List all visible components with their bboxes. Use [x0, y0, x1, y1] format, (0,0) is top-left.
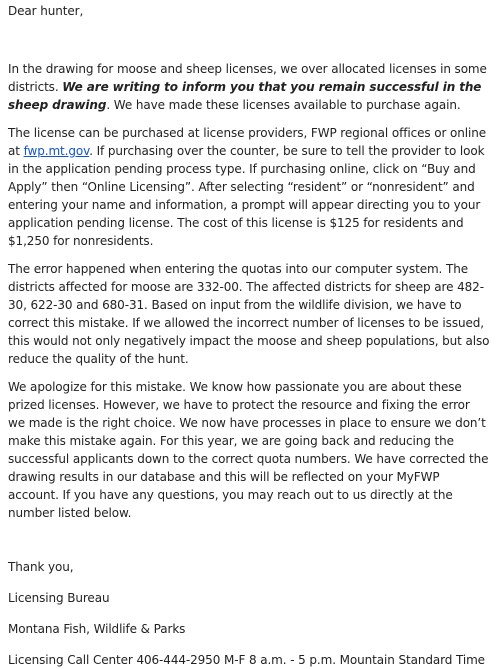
emphasis-text: We are writing to inform you that you remain successful in the sheep drawing — [8, 80, 482, 112]
paragraph-text: . We have made these licenses available to purchase again. — [106, 98, 461, 112]
paragraph-text: In the drawing for moose and sheep licenses, we over allocated licenses in some districts. — [8, 62, 487, 94]
greeting: Dear hunter, — [8, 4, 84, 18]
fwp-website-link[interactable]: fwp.mt.gov — [23, 144, 90, 158]
contact-line: Licensing Call Center 406-444-2950 M-F 8 a.m. - 5 p.m. Mountain Standard Time — [8, 653, 485, 667]
signoff: Thank you, — [8, 560, 74, 574]
agency-name: Montana Fish, Wildlife & Parks — [8, 622, 186, 636]
paragraph-purchase-info — [8, 124, 490, 250]
paragraph-drawing-notice — [8, 60, 490, 114]
paragraph-error-details: The error happened when entering the quotas into our computer system. The districts affected for moose are 332-00. The affected districts for sheep are 482-30, 622-30 and 680-31. Based on input from the wildlife division, we have to correct this mistake. If we allowed the incorrect number of licenses to be issued, this would not only negatively impact the moose and sheep populations, but also reduce the quality of the hunt. — [8, 262, 490, 366]
paragraph-text: . If purchasing over the counter, be sure to tell the provider to look in the application pending process type. If purchasing online, click on “Buy and Apply” then “Online Licensing”. After selecting “resident” or “nonresident” and entering your name and information, a prompt will appear directing you to your application pending license. The cost of this license is $125 for residents and $1,250 for nonresidents. — [8, 144, 485, 248]
paragraph-text: The license can be purchased at license providers, FWP regional offices or online at — [8, 126, 487, 158]
paragraph-apology: We apologize for this mistake. We know how passionate you are about these prized licenses. However, we have to protect the resource and fixing the error we made is the right choice. We now have processes in place to ensure we don’t make this mistake again. For this year, we are going back and reducing the successful applicants down to the correct quota numbers. We have corrected the drawing results in our database and this will be reflected on your MyFWP account. If you have any questions, you may reach out to us directly at the number listed below. — [8, 380, 489, 520]
bureau-name: Licensing Bureau — [8, 591, 110, 605]
